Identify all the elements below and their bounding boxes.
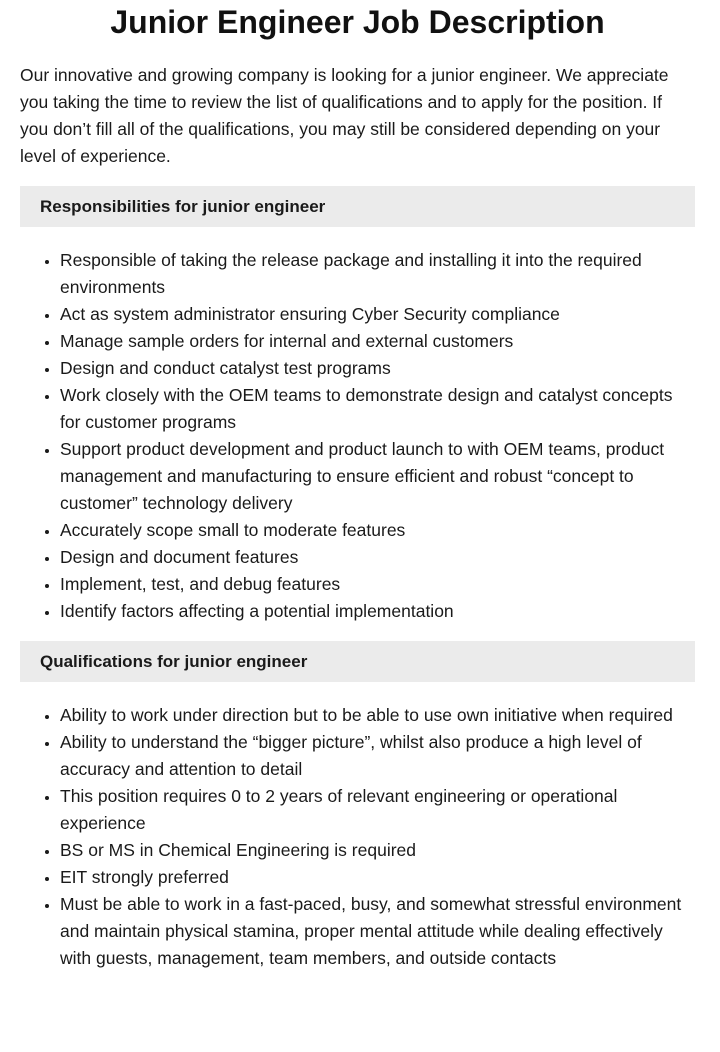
responsibilities-list [20, 247, 695, 625]
list-item: • Design and document features [60, 544, 695, 571]
list-item: • Implement, test, and debug features [60, 571, 695, 598]
page-title: Junior Engineer Job Description [110, 4, 605, 40]
list-item: • BS or MS in Chemical Engineering is required [60, 837, 695, 864]
list-item: • Ability to understand the “bigger picture”, whilst also produce a high level of accuracy and attention to detail [60, 729, 695, 783]
list-item: • EIT strongly preferred [60, 864, 695, 891]
list-item: • Design and conduct catalyst test programs [60, 355, 695, 382]
qualifications-list [20, 702, 695, 972]
list-item: • Manage sample orders for internal and external customers [60, 328, 695, 355]
list-item: • This position requires 0 to 2 years of relevant engineering or operational experience [60, 783, 695, 837]
list-item: • Ability to work under direction but to be able to use own initiative when required [60, 702, 695, 729]
list-item: • Support product development and product launch to with OEM teams, product management and manufacturing to ensure efficient and robust “concept to customer” technology delivery [60, 436, 695, 517]
qualifications-heading: Qualifications for junior engineer [20, 641, 695, 682]
list-item: • Work closely with the OEM teams to demonstrate design and catalyst concepts for customer programs [60, 382, 695, 436]
list-item: • Accurately scope small to moderate features [60, 517, 695, 544]
list-item: • Responsible of taking the release package and installing it into the required environments [60, 247, 695, 301]
list-item: • Must be able to work in a fast-paced, busy, and somewhat stressful environment and maintain physical stamina, proper mental attitude while dealing effectively with guests, management, team members, and outside contacts [60, 891, 695, 972]
responsibilities-heading: Responsibilities for junior engineer [20, 186, 695, 227]
intro-paragraph: Our innovative and growing company is looking for a junior engineer. We appreciate you taking the time to review the list of qualifications and to apply for the position. If you don’t fill all of the qualifications, you may still be considered depending on your level of experience. [20, 65, 669, 166]
list-item: • Identify factors affecting a potential implementation [60, 598, 695, 625]
list-item: • Act as system administrator ensuring Cyber Security compliance [60, 301, 695, 328]
